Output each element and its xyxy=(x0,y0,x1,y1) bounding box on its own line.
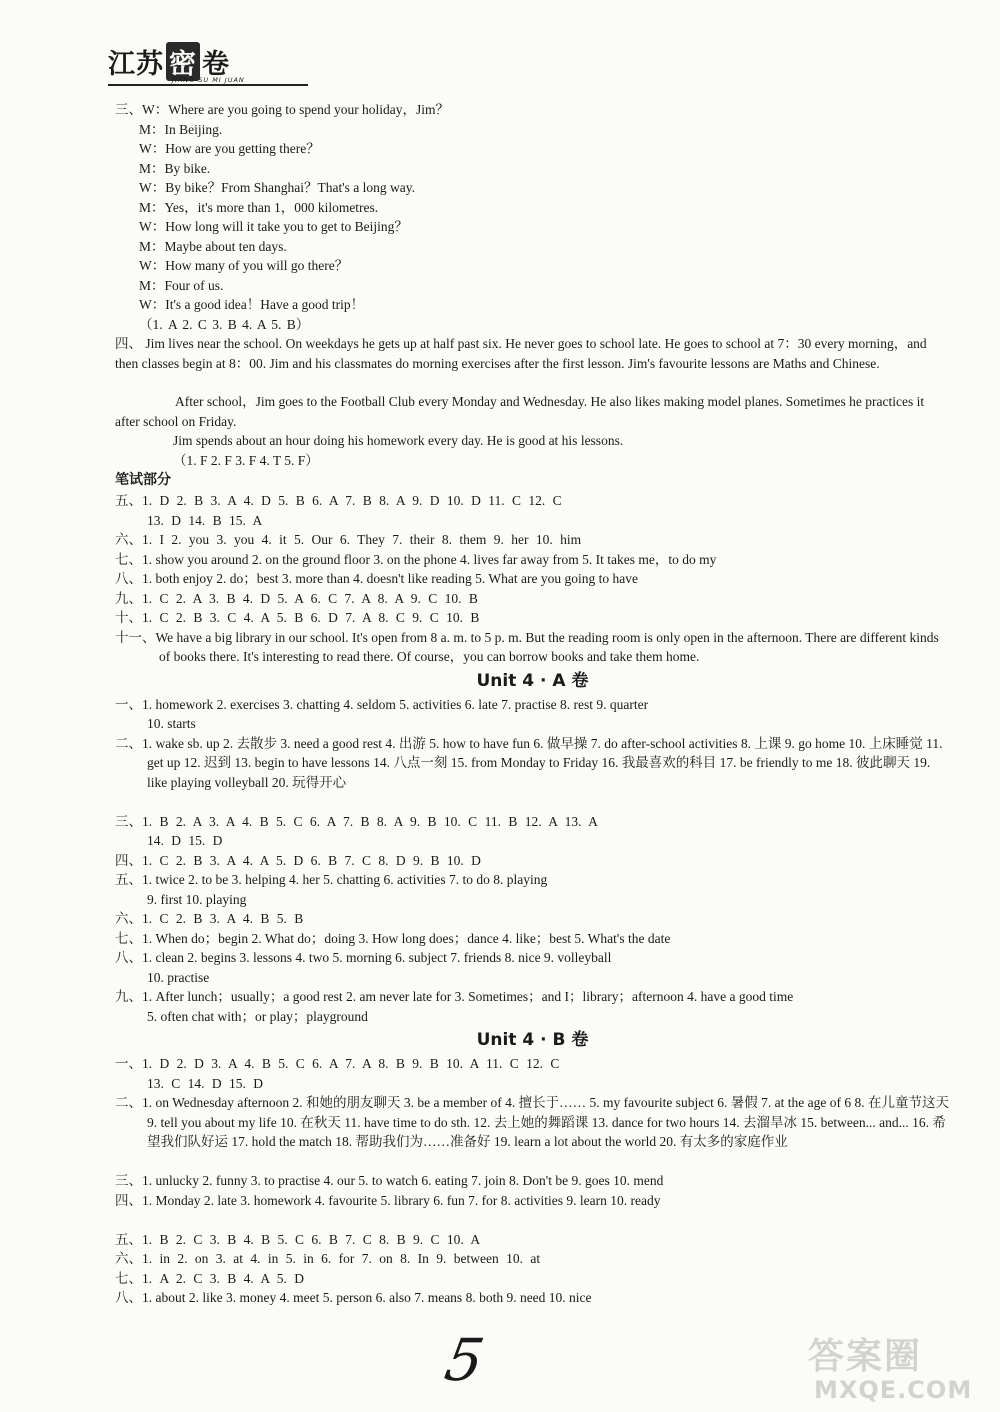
section-3-dialogue-line: 三、W：Where are you going to spend your holiday，Jim？ xyxy=(115,102,450,117)
answers-line: 四、1. C 2. B 3. A 4. A 5. D 6. B 7. C 8. D 9. B 10. D xyxy=(115,852,481,868)
page-number: 5 xyxy=(440,1326,489,1394)
watermark-logo xyxy=(808,1328,988,1408)
watermark-text: 答案圈 xyxy=(808,1336,923,1377)
answers-line: （1. F 2. F 3. F 4. T 5. F） xyxy=(173,452,319,468)
answers-line: 六、1. in 2. on 3. at 4. in 5. in 6. for 7. on 8. In 9. between 10. at xyxy=(115,1251,541,1266)
dialogue-line: M：By bike. xyxy=(139,160,211,176)
answers-line: 八、1. about 2. like 3. money 4. meet 5. person 6. also 7. means 8. both 9. need 10. nice xyxy=(115,1290,592,1305)
watermark-url: MXQE.COM xyxy=(814,1376,973,1404)
logo-subtitle: JIANG SU MI JUAN xyxy=(172,76,245,84)
answers-line: 五、1. D 2. B 3. A 4. D 5. B 6. A 7. B 8. A 9. D 10. D 11. C 12. C xyxy=(115,493,562,508)
dialogue-line: W：It's a good idea！Have a good trip！ xyxy=(139,297,365,312)
section-heading: 笔试部分 xyxy=(115,472,171,488)
answers-line: 三、1. B 2. A 3. A 4. B 5. C 6. A 7. B 8. A 9. B 10. C 11. B 12. A 13. A xyxy=(115,813,598,829)
answers-line: 九、1. After lunch；usually；a good rest 2. am never late for 3. Sometimes；and I；library；afternoon 4. have a good time xyxy=(115,989,794,1004)
answers-line: （1. A 2. C 3. B 4. A 5. B） xyxy=(139,316,310,332)
passage-paragraph: 四、 Jim lives near the school. On weekdays he gets up at half past six. He never goes to school late. He goes to school at 7：30 every morning，and then classes begin at 8：00. Jim and his classmates do morning exercises after the first lesson. Jim's favourite lessons are Maths and Chinese. xyxy=(115,336,927,371)
logo-title: 江苏 密 卷 xyxy=(108,42,230,81)
answers-line: 五、1. twice 2. to be 3. helping 4. her 5. chatting 6. activities 7. to do 8. playing xyxy=(115,872,548,887)
answers-line: 七、1. A 2. C 3. B 4. A 5. D xyxy=(115,1270,305,1286)
answers-paragraph: 二、1. wake sb. up 2. 去散步 3. need a good rest 4. 出游 5. how to have fun 6. 做早操 7. do after-school activities 8. 上课 9. go home 10. 上床睡觉 11. get up 12. 迟到 13. begin to have lessons 14. 八点一刻 15. from Monday to Friday 16. 我最喜欢的科目 17. be friendly to me 18. 彼此聊天 19. like playing volleyball 20. 玩得开心 xyxy=(115,735,943,790)
answers-paragraph: 四、1. Monday 2. late 3. homework 4. favourite 5. library 6. fun 7. for 8. activities 9. learn 10. ready xyxy=(115,1192,661,1208)
dialogue-line: W：How are you getting there？ xyxy=(139,141,320,156)
answers-line: 六、1. C 2. B 3. A 4. B 5. B xyxy=(115,911,304,926)
answers-line: 一、1. homework 2. exercises 3. chatting 4. seldom 5. activities 6. late 7. practise 8. rest 9. quarter xyxy=(115,696,649,712)
dialogue-line: M：Four of us. xyxy=(139,277,224,293)
dialogue-line: W：By bike？From Shanghai？That's a long way. xyxy=(139,180,416,195)
unit-heading: Unit 4 · B 卷 xyxy=(476,1030,589,1050)
answers-line: 5. often chat with；or play；playground xyxy=(147,1008,368,1024)
answers-line: 三、1. unlucky 2. funny 3. to practise 4. our 5. to watch 6. eating 7. join 8. Don't be 9. goes 10. mend xyxy=(115,1173,664,1188)
answer-key xyxy=(115,100,950,1308)
dialogue-line: M：In Beijing. xyxy=(139,121,223,137)
book-logo xyxy=(108,36,368,86)
answers-line: 13. C 14. D 15. D xyxy=(147,1075,264,1091)
answers-line: 九、1. C 2. A 3. B 4. D 5. A 6. C 7. A 8. A 9. C 10. B xyxy=(115,590,478,606)
answers-line: 9. first 10. playing xyxy=(147,891,247,907)
dialogue-line: M：Yes，it's more than 1，000 kilometres. xyxy=(139,199,379,215)
unit-heading: Unit 4 · A 卷 xyxy=(476,670,589,691)
answers-line: 七、1. show you around 2. on the ground floor 3. on the phone 4. lives far away from 5. It takes me，to do my xyxy=(115,551,717,567)
answers-paragraph: 二、1. on Wednesday afternoon 2. 和她的朋友聊天 3. be a member of 4. 擅长于…… 5. my favourite subject 6. 暑假 7. at the age of 6 8. 在儿童节这天 9. tell you about my life 10. 在秋天 11. have time to do sth. 12. 去上她的舞蹈课 13. dance for two hours 14. 去溜旱冰 15. between... and... 16. 希望我们队好运 17. hold the match 18. 帮助我们为……准备好 19. learn a lot about the world 20. 有太多的家庭作业 xyxy=(115,1095,950,1149)
answers-line: 五、1. B 2. C 3. B 4. B 5. C 6. B 7. C 8. B 9. C 10. A xyxy=(115,1231,481,1247)
dialogue-line: M：Maybe about ten days. xyxy=(139,238,287,254)
answers-line: 13. D 14. B 15. A xyxy=(147,512,263,528)
dialogue-line: W：How many of you will go there？ xyxy=(139,258,349,273)
header-rule xyxy=(108,84,308,86)
answers-line: 10. practise xyxy=(147,969,210,985)
answers-line: 一、1. D 2. D 3. A 4. B 5. C 6. A 7. A 8. B 9. B 10. A 11. C 12. C xyxy=(115,1056,560,1071)
answers-line: 八、1. clean 2. begins 3. lessons 4. two 5. morning 6. subject 7. friends 8. nice 9. volleyball xyxy=(115,950,612,965)
answers-line: 14. D 15. D xyxy=(147,833,223,848)
answers-line: 七、1. When do；begin 2. What do；doing 3. How long does；dance 4. like；best 5. What's the date xyxy=(115,930,671,946)
passage-paragraph: Jim spends about an hour doing his homework every day. He is good at his lessons. xyxy=(173,433,624,448)
answers-line: 六、1. I 2. you 3. you 4. it 5. Our 6. They 7. their 8. them 9. her 10. him xyxy=(115,532,582,547)
answers-line: 十、1. C 2. B 3. C 4. A 5. B 6. D 7. A 8. C 9. C 10. B xyxy=(115,610,480,625)
answers-paragraph: 十一、We have a big library in our school. It's open from 8 a. m. to 5 p. m. But the reading room is only open in the afternoon. There are different kinds of books there. It's interesting to read there. Of course，you can borrow books and take them home. xyxy=(115,629,939,664)
dialogue-line: W：How long will it take you to get to Beijing？ xyxy=(139,219,408,234)
passage-paragraph: After school，Jim goes to the Football Club every Monday and Wednesday. He also likes making model planes. Sometimes he practices it after school on Friday. xyxy=(115,394,925,429)
answers-line: 八、1. both enjoy 2. do；best 3. more than 4. doesn't like reading 5. What are you going to have xyxy=(115,571,638,586)
answers-line: 10. starts xyxy=(147,716,196,731)
